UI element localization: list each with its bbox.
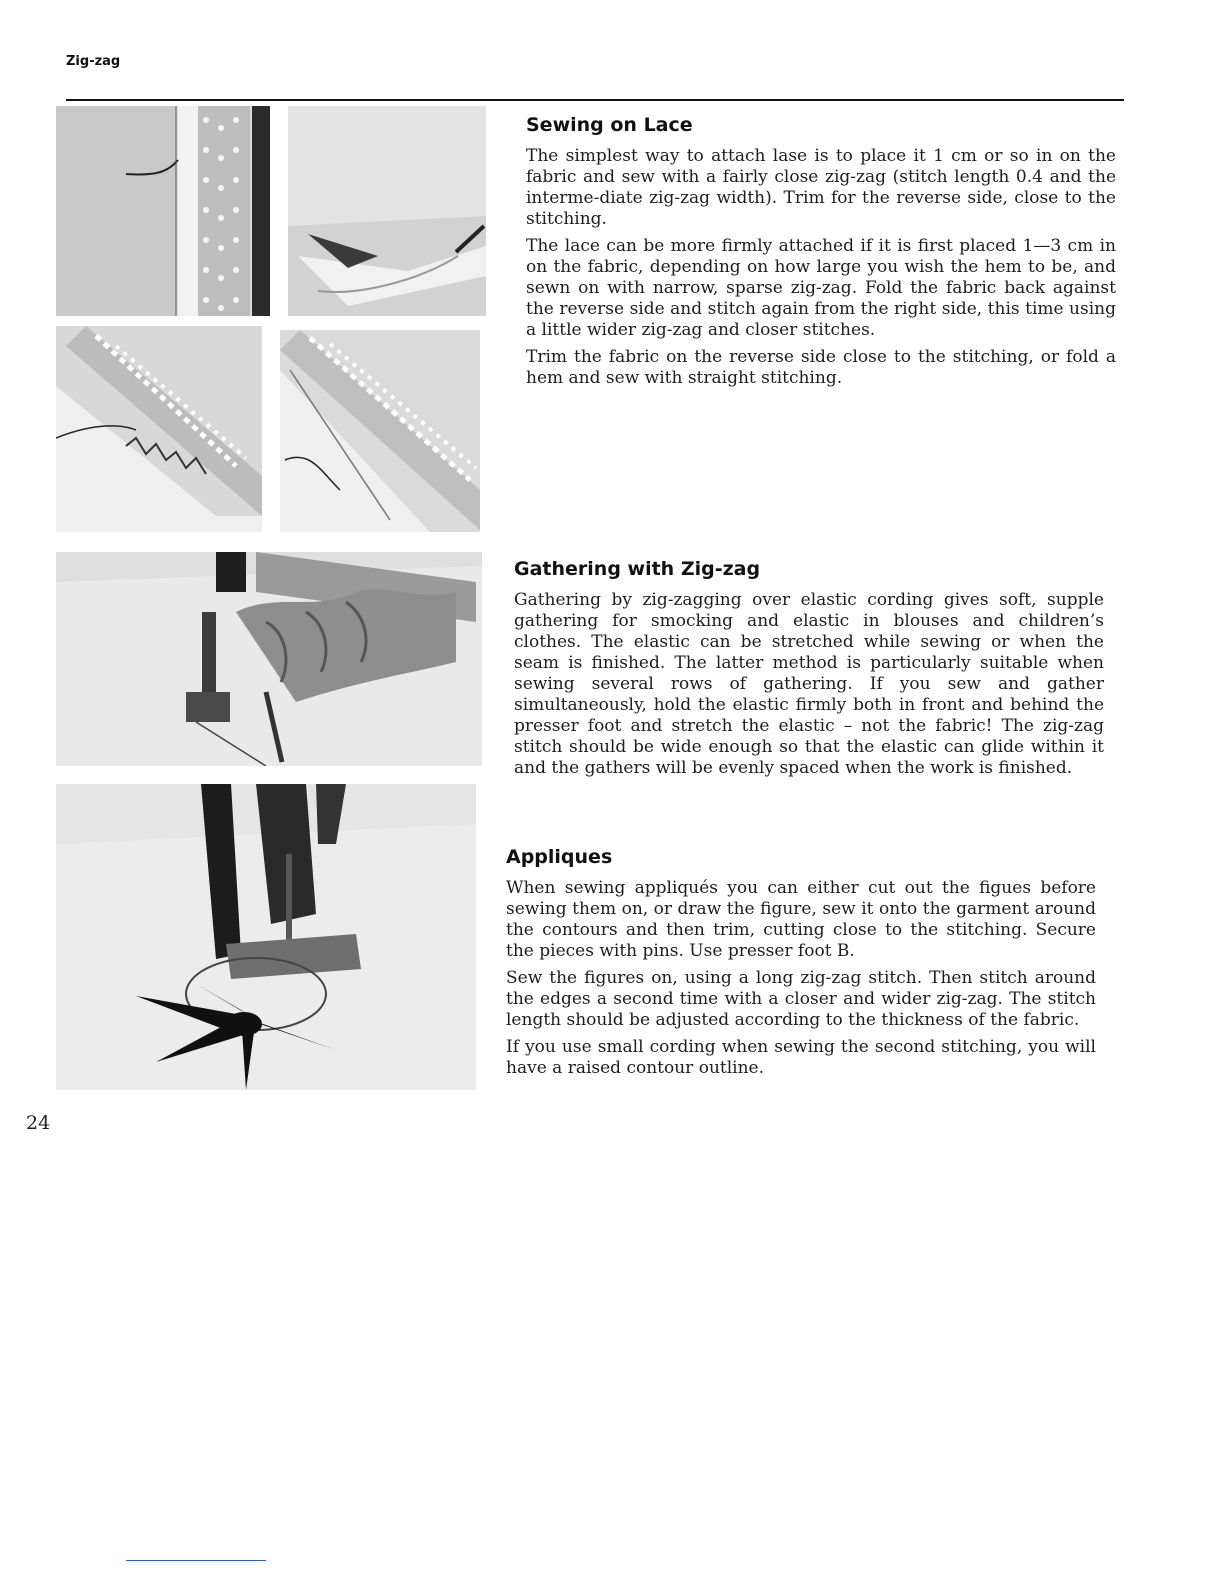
section-appliques xyxy=(506,846,1096,1085)
section-paragraph: Gathering by zig-zagging over elastic cording gives soft, supple gathering for smocking and elastic in blouses and children’s clothes. The elastic can be stretched while sewing or when the seam is finished. The latter method is particularly suitable when sewing several rows of gathering. If you sew and gather simultaneously, hold the elastic firmly both in front and behind the presser foot and stretch the elastic – not the fabric! The zig-zag stitch should be wide enough so that the elastic can glide within it and the gathers will be evenly spaced when the work is finished. xyxy=(514,590,1104,778)
photo-lace-zigzag-left xyxy=(56,326,262,532)
footer-rule xyxy=(126,1560,266,1561)
section-title: Sewing on Lace xyxy=(526,114,693,136)
section-paragraph: The simplest way to attach lase is to place it 1 cm or so in on the fabric and sew with a fairly close zig-zag (stitch length 0.4 and the interme-diate zig-zag width). Trim for the reverse side, close to the stitching. xyxy=(526,146,1116,229)
photo-gathering-presser-foot xyxy=(56,552,482,766)
section-title: Appliques xyxy=(506,846,613,868)
photo-applique-presser-foot xyxy=(56,784,476,1090)
page-number: 24 xyxy=(26,1112,51,1134)
header-rule xyxy=(66,99,1124,101)
section-paragraph: Sew the figures on, using a long zig-zag stitch. Then stitch around the edges a second time with a closer and wider zig-zag. The stitch length should be adjusted according to the thickness of the fabric. xyxy=(506,968,1096,1030)
photo-trimming-lace xyxy=(288,106,486,316)
section-paragraph: Trim the fabric on the reverse side close to the stitching, or fold a hem and sew with straight stitching. xyxy=(526,347,1116,388)
section-paragraph: If you use small cording when sewing the second stitching, you will have a raised contour outline. xyxy=(506,1037,1096,1078)
section-paragraph: The lace can be more firmly attached if it is first placed 1—3 cm in on the fabric, depending on how large you wish the hem to be, and sewn on with narrow, sparse zig-zag. Fold the fabric back against the reverse side and stitch again from the right side, this time using a little wider zig-zag and closer stitches. xyxy=(526,236,1116,340)
section-paragraph: When sewing appliqués you can either cut out the figues before sewing them on, or draw the figure, sew it onto the garment around the contours and then trim, cutting close to the stitching. Secure the pieces with pins. Use presser foot B. xyxy=(506,878,1096,961)
section-title: Gathering with Zig-zag xyxy=(514,558,761,580)
section-sewing-on-lace xyxy=(526,114,1116,395)
photo-lace-strip xyxy=(56,106,270,316)
photo-lace-folded-hem xyxy=(280,330,480,532)
running-header: Zig-zag xyxy=(66,54,121,69)
section-gathering-with-zigzag xyxy=(514,558,1104,785)
